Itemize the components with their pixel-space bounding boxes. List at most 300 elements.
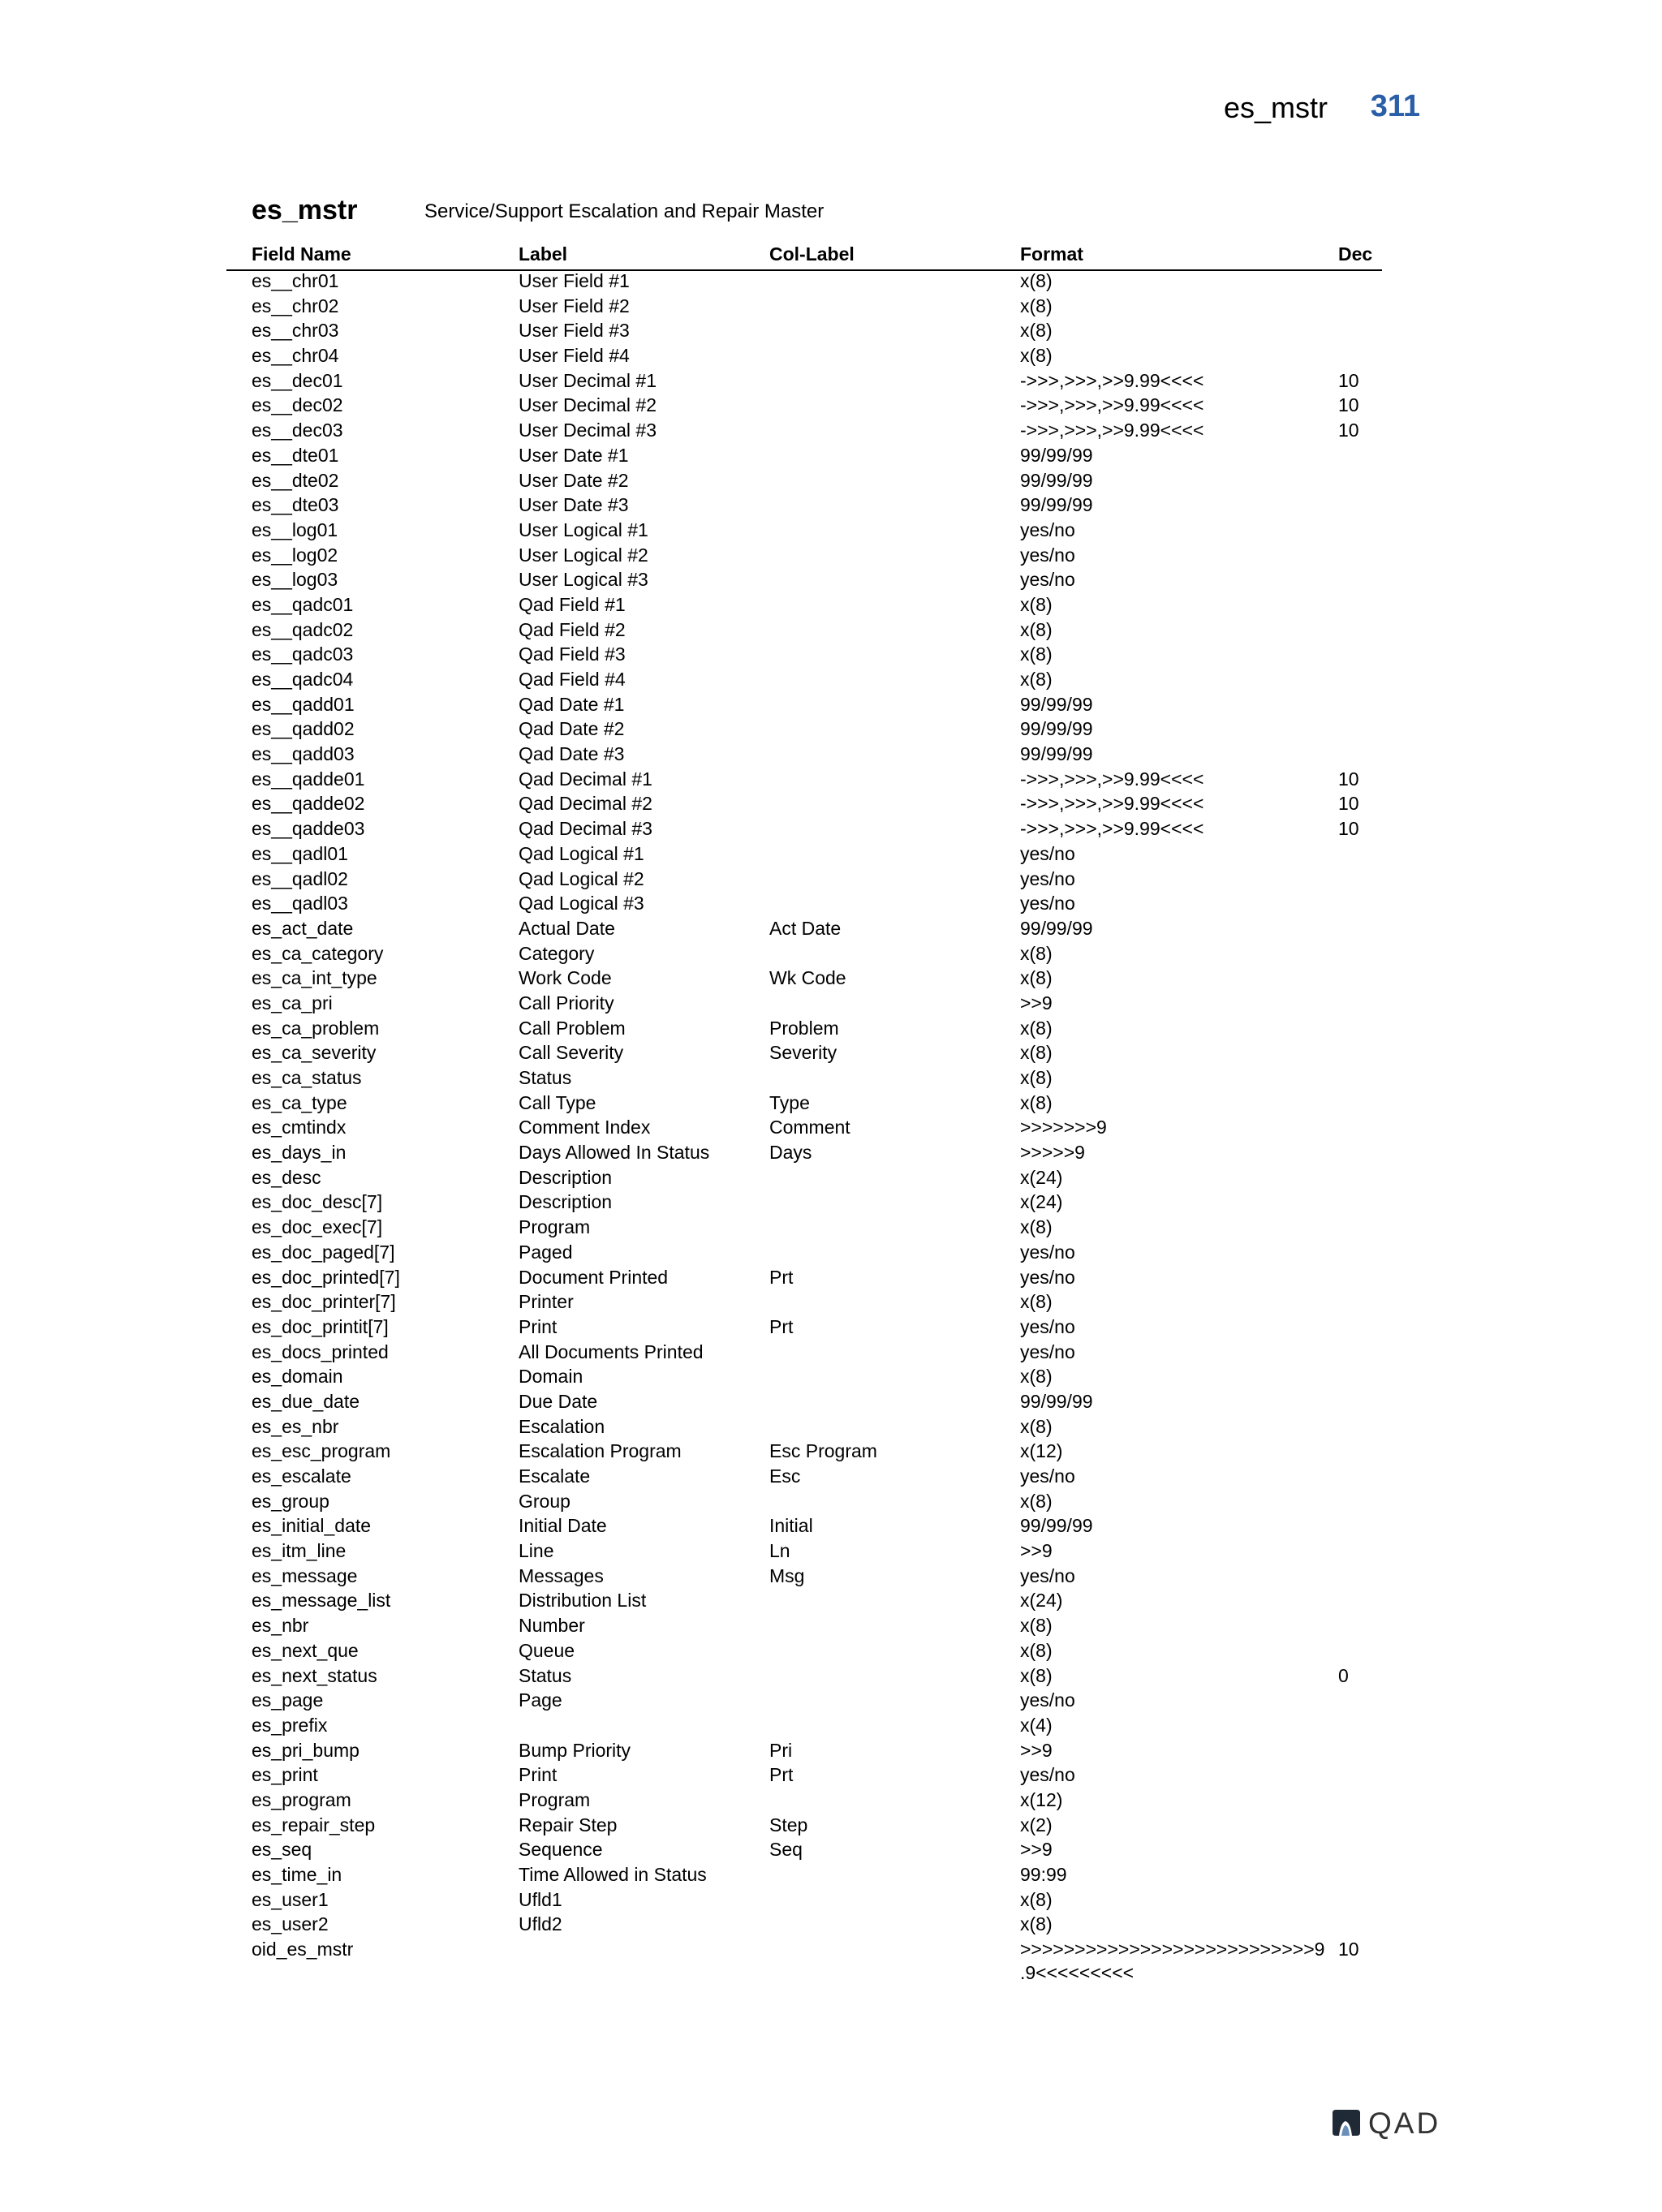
field-name-cell: es__qadc04: [252, 669, 354, 690]
table-row: [0, 1040, 1662, 1065]
qad-logo-text: QAD: [1368, 2107, 1441, 2140]
field-name-cell: es_pri_bump: [252, 1739, 360, 1761]
table-row: [0, 318, 1662, 343]
table-row: [0, 1638, 1662, 1663]
dec-cell: 10: [1338, 369, 1359, 391]
table-name: es_mstr: [252, 195, 358, 226]
format-cell: x(8): [1020, 643, 1053, 665]
label-cell: Ufld1: [519, 1888, 562, 1910]
field-name-cell: es__dte02: [252, 469, 339, 491]
table-row: [0, 269, 1662, 294]
table-row: [0, 1240, 1662, 1265]
label-cell: User Date #1: [519, 444, 629, 466]
label-cell: Sequence: [519, 1839, 603, 1861]
dec-cell: 10: [1338, 818, 1359, 840]
label-cell: Ufld2: [519, 1913, 562, 1935]
label-cell: Distribution List: [519, 1590, 647, 1612]
table-row: [0, 991, 1662, 1016]
format-cell: yes/no: [1020, 893, 1075, 914]
label-cell: Program: [519, 1788, 591, 1810]
field-name-cell: es_repair_step: [252, 1814, 376, 1835]
label-cell: Call Problem: [519, 1017, 626, 1039]
format-cell: yes/no: [1020, 1315, 1075, 1337]
format-cell: ->>>,>>>,>>9.99<<<<: [1020, 420, 1204, 441]
format-cell: x(8): [1020, 1291, 1053, 1313]
field-name-cell: es_act_date: [252, 917, 354, 939]
format-cell: x(2): [1020, 1814, 1053, 1835]
label-cell: Qad Field #2: [519, 618, 626, 640]
field-name-cell: es__qadc01: [252, 593, 354, 615]
label-cell: Qad Decimal #3: [519, 818, 652, 840]
field-name-cell: es_next_que: [252, 1639, 359, 1661]
format-cell: x(8): [1020, 1664, 1053, 1686]
format-cell: yes/no: [1020, 867, 1075, 889]
table-row: [0, 368, 1662, 394]
format-cell: yes/no: [1020, 1241, 1075, 1263]
table-row: [0, 1912, 1662, 1937]
table-row: [0, 841, 1662, 867]
field-table: [0, 269, 1662, 1986]
format-cell: x(8): [1020, 1067, 1053, 1088]
label-cell: User Field #4: [519, 345, 630, 367]
col-label-cell: Esc: [769, 1465, 801, 1487]
field-name-cell: es_program: [252, 1788, 351, 1810]
table-row: [0, 1016, 1662, 1041]
table-row: [0, 1937, 1662, 1962]
table-row: [0, 742, 1662, 767]
field-name-cell: es_ca_problem: [252, 1017, 380, 1039]
format-cell: x(8): [1020, 669, 1053, 690]
field-name-cell: es_days_in: [252, 1142, 347, 1164]
format-cell: yes/no: [1020, 1465, 1075, 1487]
format-cell: 99/99/99: [1020, 693, 1093, 715]
table-row: [0, 543, 1662, 568]
format-cell: x(8): [1020, 942, 1053, 964]
field-name-cell: es_desc: [252, 1166, 321, 1188]
field-name-cell: es_esc_program: [252, 1440, 391, 1462]
label-cell: Actual Date: [519, 917, 615, 939]
table-row: [0, 1414, 1662, 1440]
format-cell: 99/99/99: [1020, 1515, 1093, 1537]
format-cell: >>9: [1020, 1839, 1053, 1861]
table-row: [0, 791, 1662, 816]
table-row: [0, 692, 1662, 717]
field-name-cell: es__chr04: [252, 345, 339, 367]
field-name-cell: es_user1: [252, 1888, 329, 1910]
field-name-cell: es_itm_line: [252, 1540, 347, 1562]
format-cell: yes/no: [1020, 569, 1075, 591]
format-continuation-row: [0, 1962, 1662, 1986]
table-row: [0, 1140, 1662, 1165]
field-name-cell: es_doc_printer[7]: [252, 1291, 396, 1313]
format-cell: yes/no: [1020, 1266, 1075, 1288]
field-name-cell: es_doc_exec[7]: [252, 1216, 383, 1238]
field-name-cell: es_page: [252, 1689, 324, 1711]
field-name-cell: es_user2: [252, 1913, 329, 1935]
label-cell: User Decimal #3: [519, 420, 657, 441]
format-cell: >>>>>>>9: [1020, 1117, 1107, 1138]
field-name-cell: es_ca_status: [252, 1067, 362, 1088]
col-label-cell: Initial: [769, 1515, 813, 1537]
table-row: [0, 1738, 1662, 1763]
field-name-cell: es_cmtindx: [252, 1117, 347, 1138]
column-header-col-label: Col-Label: [769, 243, 855, 265]
format-cell: x(8): [1020, 1888, 1053, 1910]
label-cell: Call Severity: [519, 1042, 624, 1064]
label-cell: Document Printed: [519, 1266, 669, 1288]
field-name-cell: es__chr01: [252, 270, 339, 291]
col-label-cell: Step: [769, 1814, 808, 1835]
format-cell: x(4): [1020, 1714, 1053, 1736]
dec-cell: 10: [1338, 768, 1359, 790]
label-cell: Repair Step: [519, 1814, 618, 1835]
field-name-cell: es_doc_printed[7]: [252, 1266, 400, 1288]
label-cell: Work Code: [519, 967, 612, 989]
label-cell: Status: [519, 1664, 572, 1686]
table-row: [0, 916, 1662, 941]
table-row: [0, 518, 1662, 543]
label-cell: Escalation: [519, 1415, 605, 1437]
format-cell: x(12): [1020, 1788, 1063, 1810]
format-cell: yes/no: [1020, 544, 1075, 566]
table-row: [0, 1215, 1662, 1240]
field-name-cell: es_ca_type: [252, 1091, 347, 1113]
label-cell: User Field #1: [519, 270, 630, 291]
label-cell: Time Allowed in Status: [519, 1864, 707, 1885]
field-name-cell: oid_es_mstr: [252, 1939, 354, 1960]
col-label-cell: Seq: [769, 1839, 803, 1861]
field-name-cell: es__qadde02: [252, 793, 365, 815]
label-cell: Call Priority: [519, 992, 614, 1013]
table-row: [0, 1688, 1662, 1713]
format-cell: x(24): [1020, 1590, 1063, 1612]
format-cell: x(8): [1020, 1366, 1053, 1388]
label-cell: Qad Date #1: [519, 693, 625, 715]
col-label-cell: Prt: [769, 1266, 794, 1288]
table-row: [0, 1190, 1662, 1215]
field-name-cell: es__qadde03: [252, 818, 365, 840]
label-cell: Qad Date #3: [519, 743, 625, 765]
col-label-cell: Prt: [769, 1315, 794, 1337]
field-name-cell: es_seq: [252, 1839, 312, 1861]
label-cell: Printer: [519, 1291, 574, 1313]
table-row: [0, 1513, 1662, 1539]
field-name-cell: es_docs_printed: [252, 1341, 389, 1362]
format-cell: x(8): [1020, 1042, 1053, 1064]
label-cell: Due Date: [519, 1390, 598, 1412]
label-cell: Call Type: [519, 1091, 596, 1113]
dec-cell: 10: [1338, 420, 1359, 441]
field-name-cell: es__chr03: [252, 320, 339, 342]
format-cell: x(12): [1020, 1440, 1063, 1462]
table-row: [0, 1713, 1662, 1738]
field-name-cell: es_ca_int_type: [252, 967, 377, 989]
format-cell: x(8): [1020, 1490, 1053, 1512]
format-cell: x(8): [1020, 1017, 1053, 1039]
label-cell: All Documents Printed: [519, 1341, 704, 1362]
format-cell: x(8): [1020, 295, 1053, 316]
column-header-format: Format: [1020, 243, 1083, 265]
table-row: [0, 1762, 1662, 1788]
label-cell: Status: [519, 1067, 572, 1088]
label-cell: Description: [519, 1166, 613, 1188]
col-label-cell: Type: [769, 1091, 810, 1113]
page-number: 311: [1370, 89, 1420, 123]
table-row: [0, 667, 1662, 692]
field-name-cell: es__qadd03: [252, 743, 355, 765]
table-row: [0, 1065, 1662, 1091]
col-label-cell: Severity: [769, 1042, 837, 1064]
label-cell: Paged: [519, 1241, 573, 1263]
format-cell: x(8): [1020, 1639, 1053, 1661]
format-cell: ->>>,>>>,>>9.99<<<<: [1020, 793, 1204, 815]
table-row: [0, 1091, 1662, 1116]
table-row: [0, 1887, 1662, 1913]
format-cell: >>9: [1020, 1739, 1053, 1761]
field-name-cell: es_due_date: [252, 1390, 360, 1412]
field-name-cell: es_time_in: [252, 1864, 342, 1885]
label-cell: Days Allowed In Status: [519, 1142, 710, 1164]
table-row: [0, 1364, 1662, 1389]
table-row: [0, 618, 1662, 643]
format-cell: x(8): [1020, 618, 1053, 640]
table-row: [0, 867, 1662, 892]
field-name-cell: es_prefix: [252, 1714, 328, 1736]
field-name-cell: es__dec01: [252, 369, 343, 391]
label-cell: Qad Field #3: [519, 643, 626, 665]
field-name-cell: es__chr02: [252, 295, 339, 316]
label-cell: User Date #2: [519, 469, 629, 491]
format-cell: 99/99/99: [1020, 444, 1093, 466]
label-cell: Group: [519, 1490, 571, 1512]
col-label-cell: Prt: [769, 1764, 794, 1786]
label-cell: Qad Logical #3: [519, 893, 644, 914]
format-cell: x(24): [1020, 1166, 1063, 1188]
col-label-cell: Days: [769, 1142, 812, 1164]
label-cell: Qad Date #2: [519, 718, 625, 740]
format-cell: ->>>,>>>,>>9.99<<<<: [1020, 768, 1204, 790]
table-row: [0, 1165, 1662, 1190]
table-row: [0, 294, 1662, 319]
label-cell: Initial Date: [519, 1515, 607, 1537]
format-cell: >>9: [1020, 1540, 1053, 1562]
label-cell: Qad Logical #2: [519, 867, 644, 889]
table-row: [0, 1613, 1662, 1638]
label-cell: Qad Decimal #2: [519, 793, 652, 815]
label-cell: Qad Decimal #1: [519, 768, 652, 790]
table-row: [0, 1340, 1662, 1365]
table-row: [0, 468, 1662, 493]
format-cell: yes/no: [1020, 1764, 1075, 1786]
field-name-cell: es_ca_severity: [252, 1042, 377, 1064]
table-row: [0, 1788, 1662, 1813]
field-name-cell: es_es_nbr: [252, 1415, 339, 1437]
qad-logo: [1331, 2107, 1453, 2139]
field-name-cell: es_ca_category: [252, 942, 384, 964]
label-cell: Domain: [519, 1366, 583, 1388]
table-row: [0, 1439, 1662, 1464]
format-cell: x(8): [1020, 345, 1053, 367]
field-name-cell: es__qadl01: [252, 842, 348, 864]
label-cell: Queue: [519, 1639, 575, 1661]
table-row: [0, 642, 1662, 667]
field-name-cell: es_initial_date: [252, 1515, 372, 1537]
label-cell: User Logical #3: [519, 569, 648, 591]
label-cell: User Date #3: [519, 494, 629, 516]
field-name-cell: es__dte01: [252, 444, 339, 466]
table-row: [0, 592, 1662, 618]
format-cell: 99/99/99: [1020, 1390, 1093, 1412]
format-cell: x(24): [1020, 1191, 1063, 1213]
format-continuation-cell: .9<<<<<<<<<: [1020, 1961, 1135, 1983]
table-row: [0, 1813, 1662, 1838]
qad-logo-icon: [1331, 2108, 1362, 2137]
format-cell: yes/no: [1020, 1689, 1075, 1711]
col-label-cell: Pri: [769, 1739, 793, 1761]
dec-cell: 10: [1338, 793, 1359, 815]
dec-cell: 10: [1338, 394, 1359, 416]
format-cell: ->>>,>>>,>>9.99<<<<: [1020, 818, 1204, 840]
label-cell: User Logical #1: [519, 519, 648, 540]
col-label-cell: Esc Program: [769, 1440, 877, 1462]
table-row: [0, 443, 1662, 468]
table-row: [0, 567, 1662, 592]
dec-cell: 0: [1338, 1664, 1349, 1686]
field-name-cell: es__dec02: [252, 394, 343, 416]
format-cell: x(8): [1020, 1913, 1053, 1935]
table-row: [0, 1663, 1662, 1689]
format-cell: yes/no: [1020, 1341, 1075, 1362]
label-cell: Category: [519, 942, 595, 964]
field-name-cell: es__qadd02: [252, 718, 355, 740]
table-description: Service/Support Escalation and Repair Master: [424, 200, 825, 222]
table-row: [0, 393, 1662, 418]
format-cell: >>9: [1020, 992, 1053, 1013]
label-cell: User Decimal #1: [519, 369, 657, 391]
table-row: [0, 891, 1662, 916]
field-name-cell: es__qadl02: [252, 867, 348, 889]
table-row: [0, 717, 1662, 742]
field-name-cell: es_doc_paged[7]: [252, 1241, 395, 1263]
field-name-cell: es__qadc02: [252, 618, 354, 640]
col-label-cell: Msg: [769, 1564, 805, 1586]
table-row: [0, 1315, 1662, 1340]
format-cell: x(8): [1020, 1415, 1053, 1437]
col-label-cell: Wk Code: [769, 967, 846, 989]
table-row: [0, 1837, 1662, 1862]
field-name-cell: es_doc_printit[7]: [252, 1315, 389, 1337]
field-name-cell: es_group: [252, 1490, 329, 1512]
format-cell: 99/99/99: [1020, 917, 1093, 939]
page-header-section: es_mstr: [1223, 91, 1328, 124]
format-cell: 99:99: [1020, 1864, 1067, 1885]
label-cell: Messages: [519, 1564, 604, 1586]
dec-cell: 10: [1338, 1939, 1359, 1960]
table-row: [0, 1539, 1662, 1564]
label-cell: User Decimal #2: [519, 394, 657, 416]
label-cell: Line: [519, 1540, 554, 1562]
field-name-cell: es__log03: [252, 569, 338, 591]
field-name-cell: es__log01: [252, 519, 338, 540]
field-name-cell: es_doc_desc[7]: [252, 1191, 383, 1213]
format-cell: >>>>>9: [1020, 1142, 1085, 1164]
table-row: [0, 1588, 1662, 1613]
column-header-field-name: Field Name: [252, 243, 351, 265]
table-row: [0, 816, 1662, 841]
format-cell: x(8): [1020, 270, 1053, 291]
format-cell: x(8): [1020, 1615, 1053, 1637]
table-row: [0, 1115, 1662, 1140]
format-cell: x(8): [1020, 967, 1053, 989]
field-name-cell: es_ca_pri: [252, 992, 333, 1013]
format-cell: ->>>,>>>,>>9.99<<<<: [1020, 369, 1204, 391]
label-cell: User Field #3: [519, 320, 630, 342]
label-cell: Program: [519, 1216, 591, 1238]
field-name-cell: es_nbr: [252, 1615, 309, 1637]
table-row: [0, 1862, 1662, 1887]
column-header-label: Label: [519, 243, 568, 265]
table-row: [0, 1489, 1662, 1514]
label-cell: Print: [519, 1315, 558, 1337]
field-name-cell: es__dte03: [252, 494, 339, 516]
table-row: [0, 418, 1662, 443]
format-cell: ->>>,>>>,>>9.99<<<<: [1020, 394, 1204, 416]
label-cell: Qad Field #1: [519, 593, 626, 615]
table-row: [0, 1289, 1662, 1315]
format-cell: yes/no: [1020, 519, 1075, 540]
format-cell: 99/99/99: [1020, 469, 1093, 491]
field-name-cell: es_message_list: [252, 1590, 391, 1612]
field-name-cell: es_next_status: [252, 1664, 377, 1686]
format-cell: 99/99/99: [1020, 743, 1093, 765]
label-cell: Print: [519, 1764, 558, 1786]
table-row: [0, 1464, 1662, 1489]
label-cell: Qad Field #4: [519, 669, 626, 690]
format-cell: >>>>>>>>>>>>>>>>>>>>>>>>>>>9: [1020, 1939, 1325, 1960]
col-label-cell: Problem: [769, 1017, 839, 1039]
format-cell: x(8): [1020, 1091, 1053, 1113]
format-cell: yes/no: [1020, 842, 1075, 864]
label-cell: Escalate: [519, 1465, 591, 1487]
format-cell: 99/99/99: [1020, 718, 1093, 740]
field-name-cell: es_print: [252, 1764, 318, 1786]
column-header-dec: Dec: [1338, 243, 1373, 265]
table-row: [0, 493, 1662, 518]
table-row: [0, 767, 1662, 792]
format-cell: x(8): [1020, 320, 1053, 342]
field-name-cell: es__log02: [252, 544, 338, 566]
label-cell: User Logical #2: [519, 544, 648, 566]
label-cell: Comment Index: [519, 1117, 651, 1138]
table-row: [0, 1265, 1662, 1290]
field-name-cell: es__qadd01: [252, 693, 355, 715]
field-name-cell: es_domain: [252, 1366, 343, 1388]
field-name-cell: es__qadc03: [252, 643, 354, 665]
field-name-cell: es__dec03: [252, 420, 343, 441]
table-row: [0, 343, 1662, 368]
label-cell: Page: [519, 1689, 562, 1711]
table-row: [0, 1564, 1662, 1589]
label-cell: Escalation Program: [519, 1440, 682, 1462]
field-name-cell: es__qadl03: [252, 893, 348, 914]
field-name-cell: es_escalate: [252, 1465, 351, 1487]
table-row: [0, 966, 1662, 991]
label-cell: User Field #2: [519, 295, 630, 316]
label-cell: Number: [519, 1615, 585, 1637]
format-cell: 99/99/99: [1020, 494, 1093, 516]
field-name-cell: es_message: [252, 1564, 358, 1586]
table-row: [0, 941, 1662, 966]
